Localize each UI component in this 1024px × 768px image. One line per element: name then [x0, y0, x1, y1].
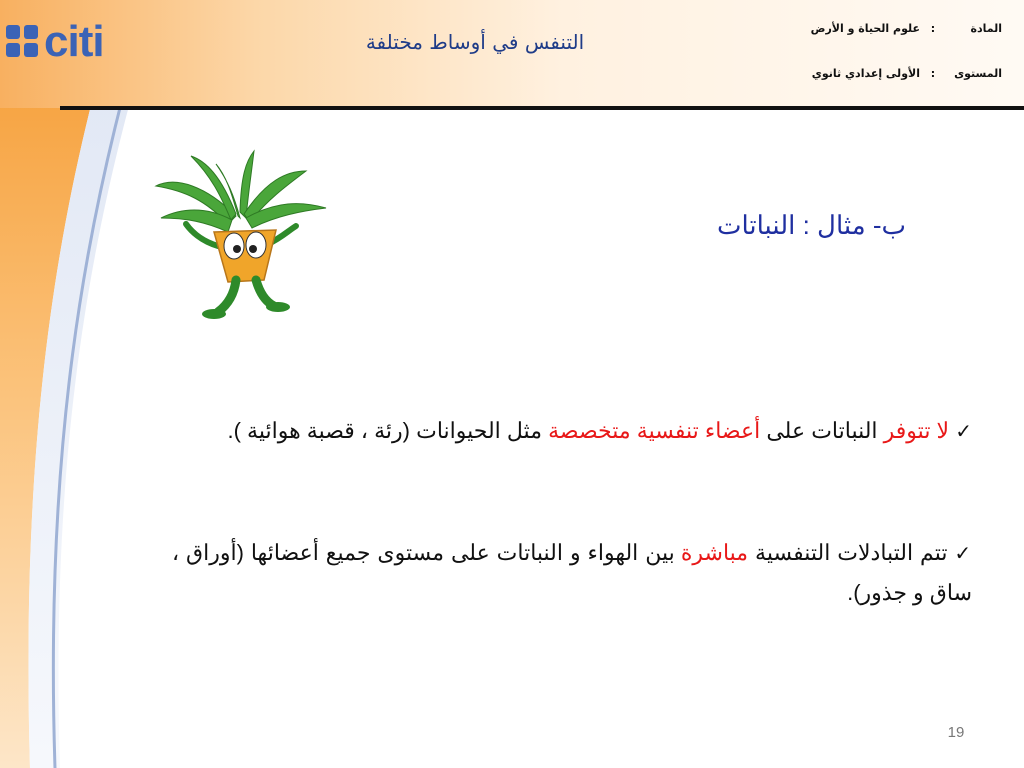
- checkmark-icon: ✓: [955, 419, 972, 443]
- highlight-text: لا تتوفر: [883, 418, 950, 443]
- brand-logo: [6, 17, 104, 66]
- brand-name: citi: [44, 17, 104, 66]
- subject-separator: :: [930, 22, 936, 35]
- level-label: المستوى: [954, 67, 1002, 80]
- subject-label: المادة: [970, 22, 1002, 35]
- left-decoration: [0, 0, 160, 768]
- section-subtitle: ب- مثال : النباتات: [716, 210, 906, 240]
- body-text: النباتات على: [760, 418, 884, 443]
- subject-value: علوم الحياة و الأرض: [810, 22, 920, 35]
- plant-mascot-illustration: [136, 146, 352, 322]
- body-text: بين الهواء و النباتات على مستوى جميع أعضائها (أوراق ، ساق و جذور).: [172, 540, 972, 605]
- bullet-point: [172, 533, 972, 612]
- bullet-point: [172, 411, 972, 451]
- logo-squares-icon: [6, 25, 40, 59]
- highlight-text: مباشرة: [680, 540, 749, 565]
- level-separator: :: [930, 67, 936, 80]
- page-number: 19: [947, 724, 965, 741]
- header-bar: [0, 0, 1024, 108]
- level-value: الأولى إعدادي ثانوي: [811, 67, 920, 80]
- slide-title: التنفس في أوساط مختلفة: [365, 30, 585, 54]
- subject-row: [811, 22, 1002, 35]
- header-divider: [60, 106, 1024, 110]
- checkmark-icon: ✓: [954, 541, 972, 565]
- body-text: تتم التبادلات التنفسية: [748, 540, 955, 565]
- level-row: [812, 67, 1002, 80]
- body-text: مثل الحيوانات (رئة ، قصبة هوائية ).: [227, 418, 549, 443]
- highlight-text: أعضاء تنفسية متخصصة: [548, 418, 761, 443]
